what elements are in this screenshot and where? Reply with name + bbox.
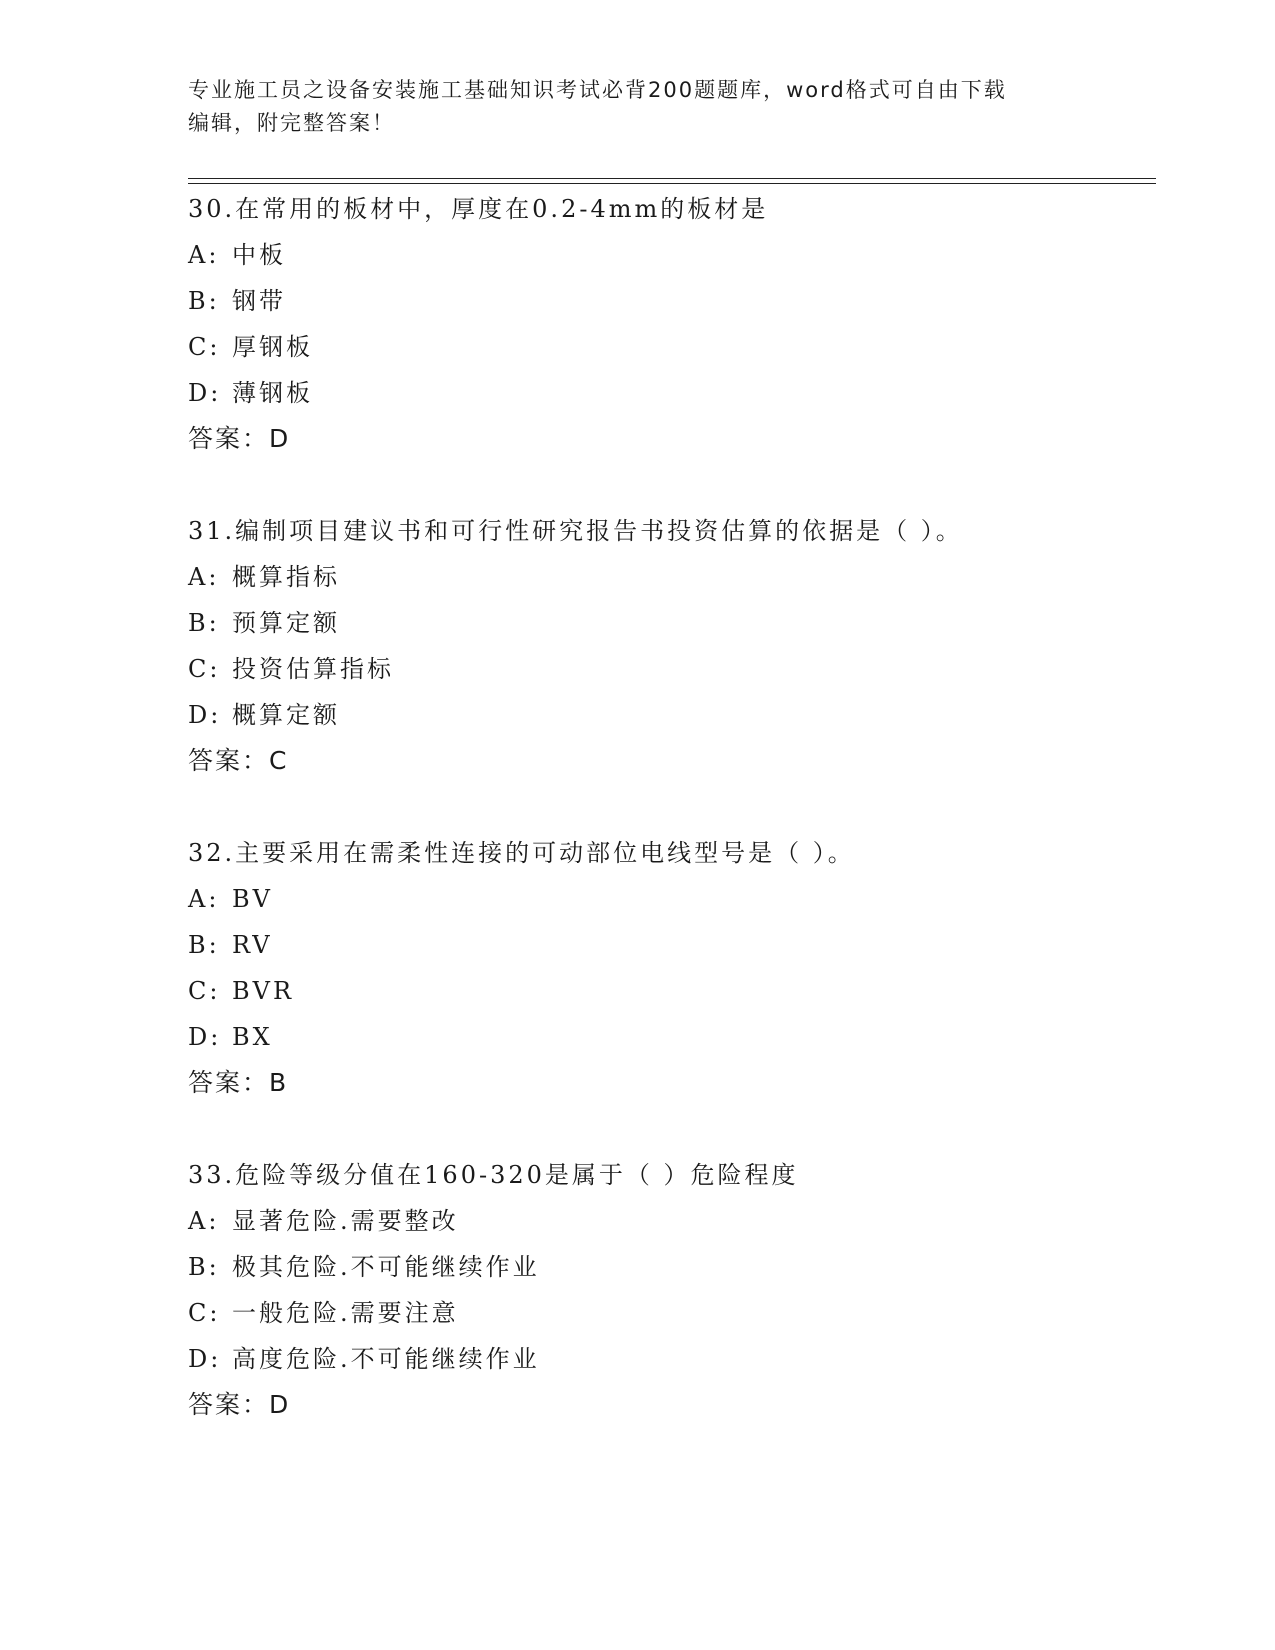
question-block [188,830,1156,1106]
option-text: 厚钢板 [232,333,313,361]
option-key: A: [188,1207,220,1235]
option-key: D: [188,701,222,729]
option-text: 极其危险.不可能继续作业 [232,1253,540,1281]
option-key: C: [188,1299,221,1327]
answer-line: 答案：D [188,424,291,453]
option-text: 概算指标 [232,563,340,591]
option-d [188,1336,1156,1382]
option-key: C: [188,977,221,1005]
option-text: 显著危险.需要整改 [232,1207,459,1235]
option-a [188,232,1156,278]
option-key: B: [188,1253,220,1281]
header-divider-bottom [188,183,1156,184]
answer-line: 答案：C [188,746,289,775]
option-text: BX [232,1023,273,1051]
question-block [188,508,1156,784]
answer-line: 答案：B [188,1068,289,1097]
option-d [188,692,1156,738]
option-key: B: [188,287,220,315]
option-text: 薄钢板 [232,379,313,407]
option-c [188,968,1156,1014]
question-stem: 32.主要采用在需柔性连接的可动部位电线型号是（ ）。 [188,839,855,867]
option-text: 钢带 [232,287,286,315]
option-c [188,1290,1156,1336]
option-b [188,922,1156,968]
option-a [188,876,1156,922]
option-key: A: [188,885,220,913]
option-d [188,370,1156,416]
option-key: D: [188,379,222,407]
question-stem: 33.危险等级分值在160-320是属于（ ）危险程度 [188,1161,799,1189]
option-a [188,554,1156,600]
option-text: 高度危险.不可能继续作业 [232,1345,540,1373]
header-line-2: 编辑，附完整答案！ [188,111,395,135]
option-text: RV [232,931,273,959]
option-c [188,646,1156,692]
option-a [188,1198,1156,1244]
option-text: 预算定额 [232,609,340,637]
option-b [188,600,1156,646]
option-key: C: [188,333,221,361]
header-divider-top [188,178,1156,179]
question-block [188,1152,1156,1428]
option-text: 一般危险.需要注意 [232,1299,459,1327]
answer-line: 答案：D [188,1390,291,1419]
option-key: D: [188,1023,222,1051]
option-text: 概算定额 [232,701,340,729]
option-key: C: [188,655,221,683]
question-stem: 31.编制项目建议书和可行性研究报告书投资估算的依据是（ ）。 [188,517,963,545]
option-key: B: [188,609,220,637]
option-b [188,278,1156,324]
option-b [188,1244,1156,1290]
question-stem: 30.在常用的板材中，厚度在0.2-4mm的板材是 [188,195,769,223]
question-block [188,186,1156,462]
option-c [188,324,1156,370]
option-key: D: [188,1345,222,1373]
option-text: 中板 [232,241,286,269]
option-text: BVR [232,977,295,1005]
option-d [188,1014,1156,1060]
option-key: A: [188,563,220,591]
header-line-1: 专业施工员之设备安装施工基础知识考试必背200题题库，word格式可自由下载 [188,78,1007,102]
document-header [188,74,1068,140]
option-key: B: [188,931,220,959]
option-text: 投资估算指标 [232,655,394,683]
option-text: BV [232,885,273,913]
option-key: A: [188,241,220,269]
